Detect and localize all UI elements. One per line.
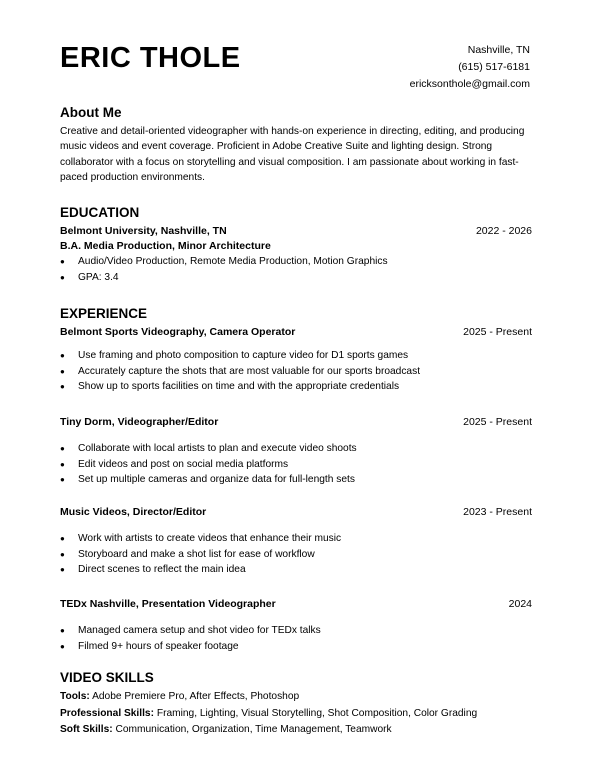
list-item: ● GPA: 3.4 <box>60 270 532 286</box>
list-item: ● Direct scenes to reflect the main idea <box>60 562 532 578</box>
list-item: ● Show up to sports facilities on time and with the appropriate credentials <box>60 379 532 395</box>
job-title: Belmont Sports Videography, Camera Operator <box>60 326 296 338</box>
job-row <box>60 325 532 340</box>
job-row <box>60 597 532 612</box>
job-block <box>60 415 532 488</box>
list-item: ● Work with artists to create videos that enhance their music <box>60 531 532 547</box>
skills-heading: VIDEO SKILLS <box>60 670 154 685</box>
tools-line <box>60 689 532 706</box>
location-text: Nashville, TN <box>467 44 530 56</box>
email-text: ericksonthole@gmail.com <box>409 78 530 90</box>
professional-skills-line <box>60 706 532 723</box>
about-heading: About Me <box>60 105 122 120</box>
education-section <box>60 205 532 285</box>
education-row <box>60 224 532 239</box>
job-bullets <box>60 348 532 395</box>
education-bullets <box>60 254 532 285</box>
about-text: Creative and detail-oriented videographer with hands-on experience in directing, editing, and producing music videos and event coverage. Proficient in Adobe Creative Suite and lighting design. Strong collaborator with a focus on storytelling and visual composition. I am passionate about working in fast-paced production environments. <box>60 126 525 183</box>
job-row <box>60 415 532 430</box>
job-dates: 2024 <box>508 598 532 610</box>
contact-block <box>410 42 530 93</box>
soft-skills-value: Communication, Organization, Time Management, Teamwork <box>115 724 392 735</box>
tools-value: Adobe Premiere Pro, After Effects, Photoshop <box>92 691 300 702</box>
experience-section <box>60 306 532 395</box>
degree-text: B.A. Media Production, Minor Architecture <box>60 240 271 252</box>
education-dates: 2022 - 2026 <box>475 225 532 237</box>
list-item: ● Accurately capture the shots that are most valuable for our sports broadcast <box>60 364 532 380</box>
job-title: Music Videos, Director/Editor <box>60 506 207 518</box>
job-title: Tiny Dorm, Videographer/Editor <box>60 416 219 428</box>
job-bullets <box>60 623 532 654</box>
about-section <box>60 105 532 185</box>
list-item: ● Edit videos and post on social media platforms <box>60 457 532 473</box>
job-bullets <box>60 531 532 578</box>
list-item: ● Use framing and photo composition to capture video for D1 sports games <box>60 348 532 364</box>
list-item: ● Managed camera setup and shot video for TEDx talks <box>60 623 532 639</box>
job-dates: 2025 - Present <box>463 416 532 428</box>
professional-skills-value: Framing, Lighting, Visual Storytelling, Shot Composition, Color Grading <box>156 707 478 719</box>
list-item: ● Collaborate with local artists to plan and execute video shoots <box>60 441 532 457</box>
list-item: ● Set up multiple cameras and organize data for full-length sets <box>60 472 532 488</box>
tools-label: Tools: <box>60 691 90 702</box>
phone-text: (615) 517-6181 <box>458 61 530 73</box>
job-block <box>60 597 532 654</box>
soft-skills-label: Soft Skills: <box>60 724 113 735</box>
list-item: ● Storyboard and make a shot list for ease of workflow <box>60 547 532 563</box>
education-heading: EDUCATION <box>60 205 140 220</box>
professional-skills-label: Professional Skills: <box>60 707 154 719</box>
job-dates: 2025 - Present <box>463 326 532 338</box>
list-item: ● Audio/Video Production, Remote Media Production, Motion Graphics <box>60 254 532 270</box>
job-bullets <box>60 441 532 488</box>
candidate-name: ERIC THOLE <box>60 42 241 74</box>
job-block <box>60 505 532 578</box>
soft-skills-line <box>60 722 532 739</box>
school-name: Belmont University, Nashville, TN <box>60 225 227 237</box>
job-dates: 2023 - Present <box>463 506 532 518</box>
list-item: ● Filmed 9+ hours of speaker footage <box>60 639 532 655</box>
job-row <box>60 505 532 520</box>
skills-section <box>60 670 532 739</box>
experience-heading: EXPERIENCE <box>60 306 148 321</box>
job-title: TEDx Nashville, Presentation Videographer <box>60 598 276 610</box>
